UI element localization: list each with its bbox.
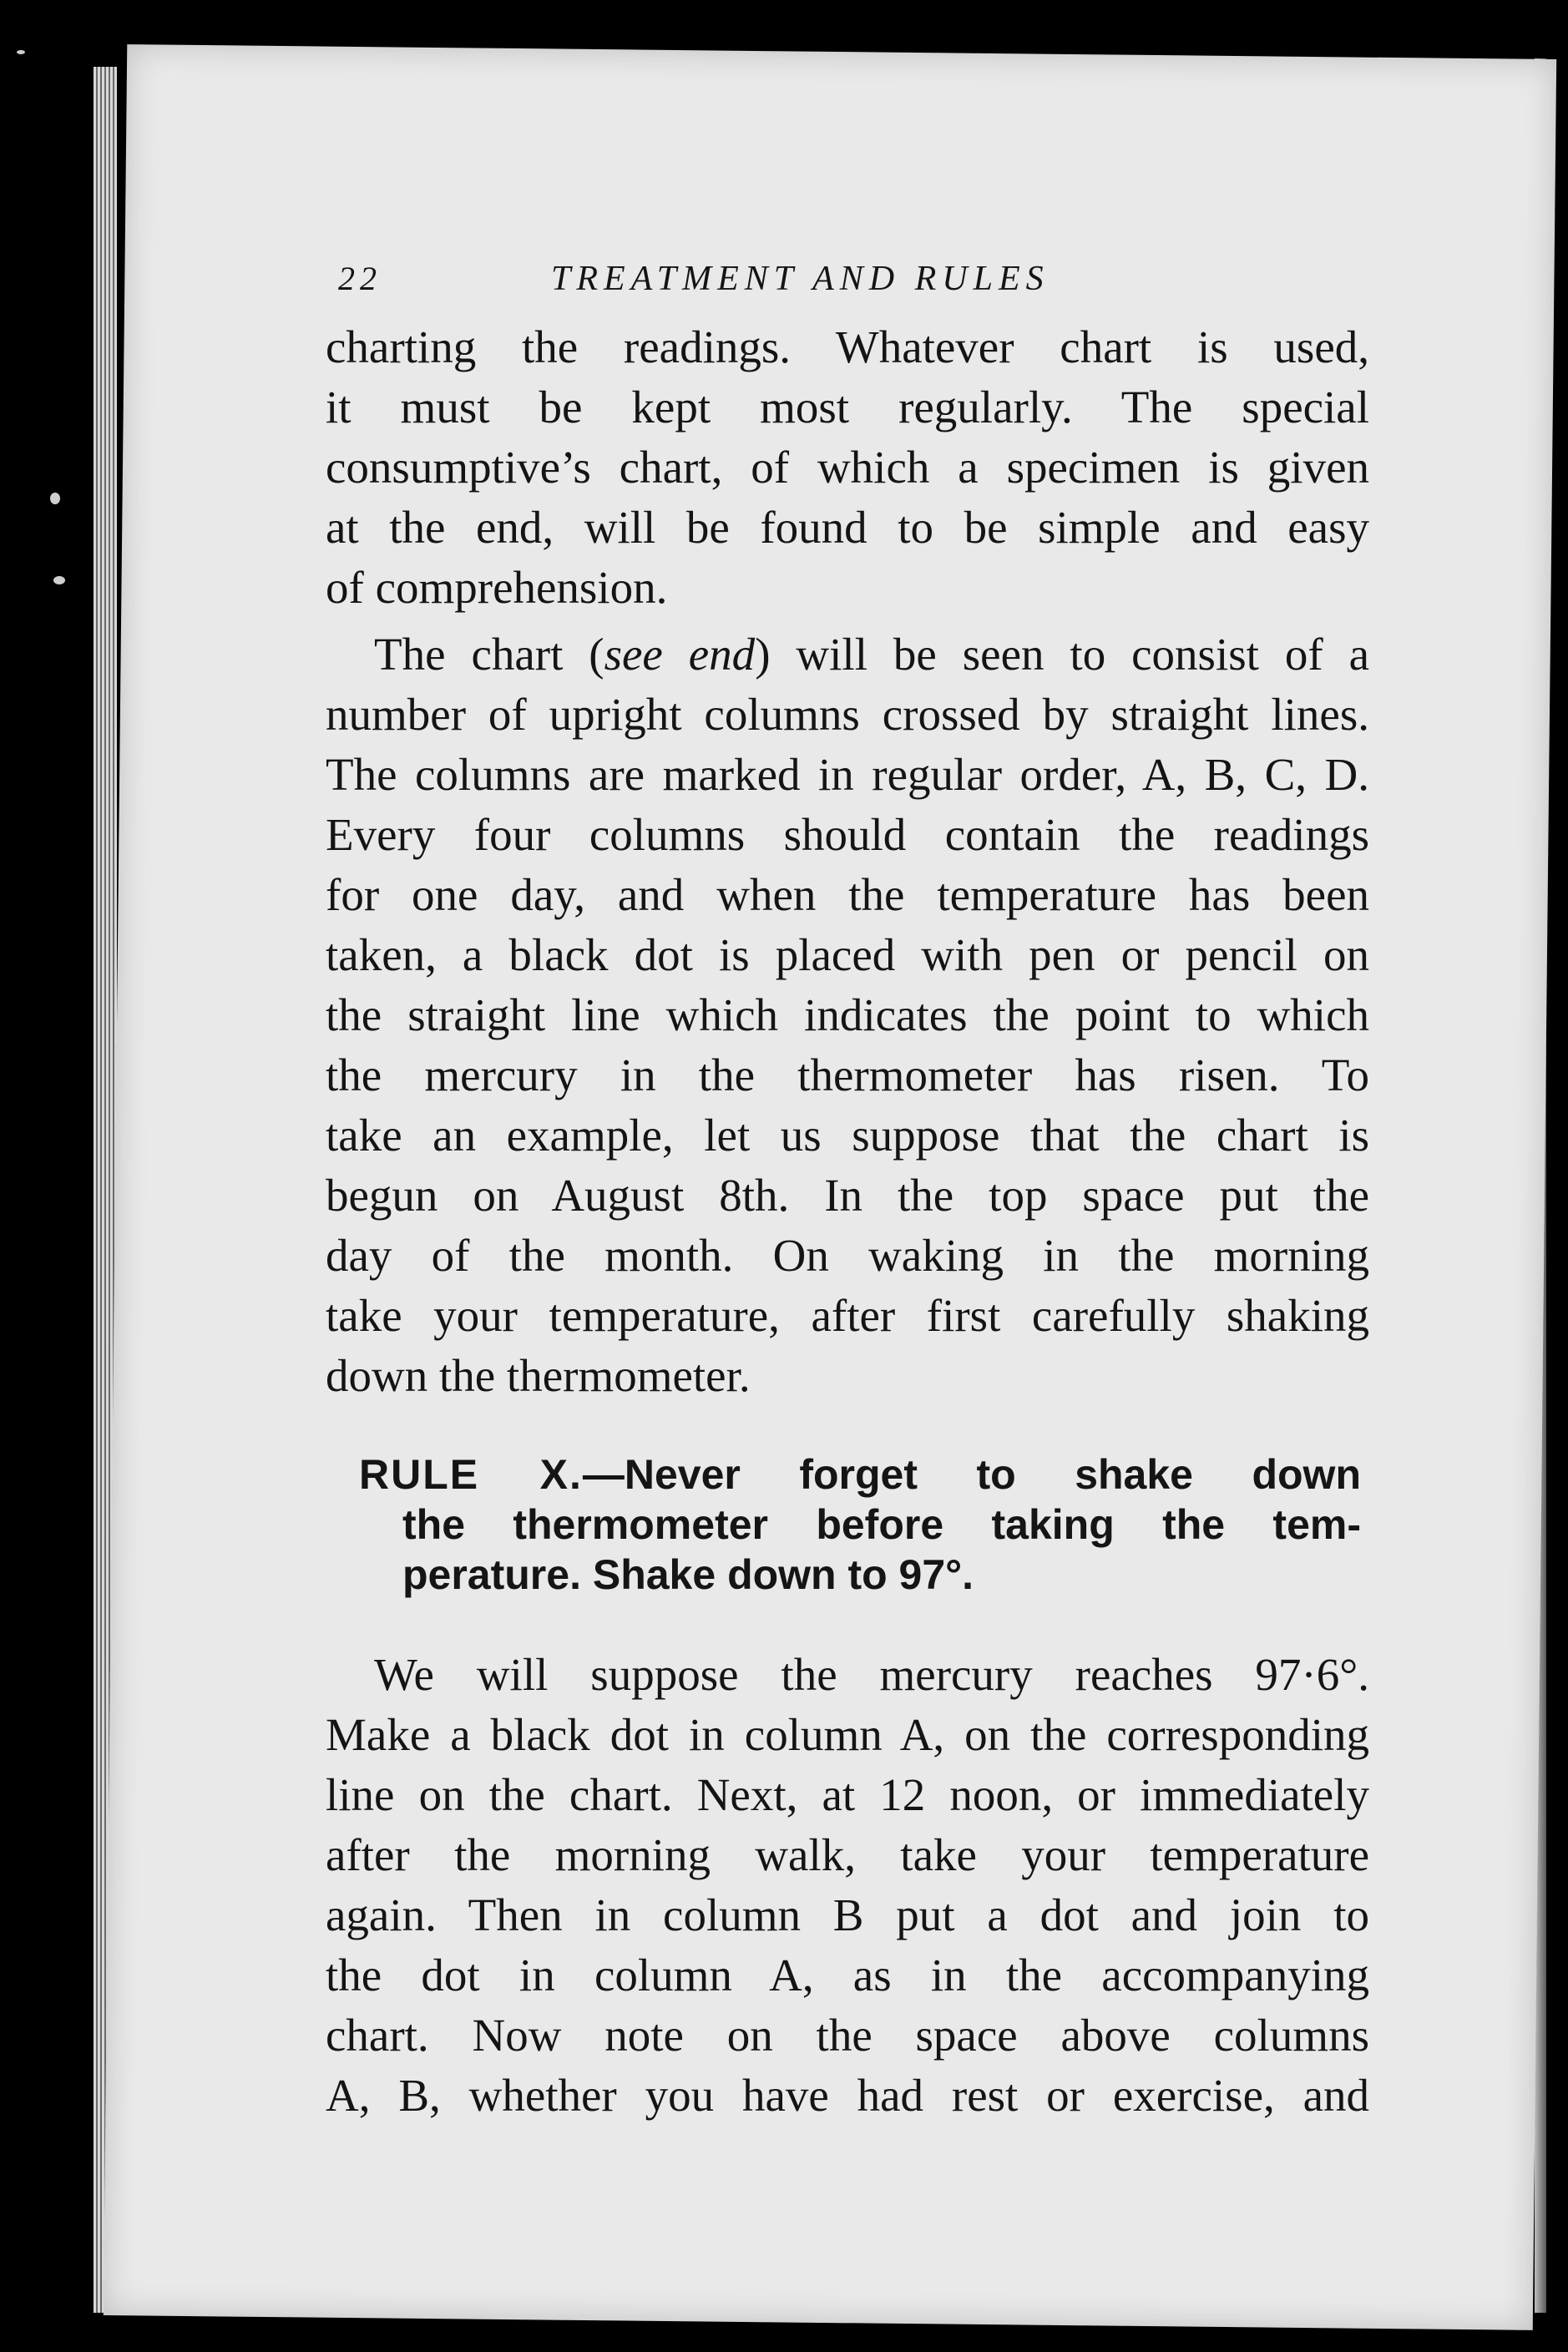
text-line: at the end, will be found to be simple and easy <box>326 502 1369 553</box>
rule-x-block <box>359 1449 1361 1600</box>
rule-label: RULE X. <box>359 1451 583 1498</box>
page-header <box>326 250 1369 317</box>
page-content <box>326 250 1369 2126</box>
rule-line <box>359 1449 1361 1500</box>
text-line: number of upright columns crossed by straight lines. <box>326 689 1369 740</box>
text-line: charting the readings. Whatever chart is used, <box>326 321 1369 372</box>
text-line: again. Then in column B put a dot and join to <box>326 1889 1369 1940</box>
text-line: consumptive’s chart, of which a specimen is given <box>326 442 1369 493</box>
paragraph-2 <box>326 625 1369 1406</box>
text-line: take your temperature, after first carefully shaking <box>326 1290 1369 1341</box>
scan-speck <box>50 493 60 504</box>
text-fragment: ) will be seen to consist of a <box>755 629 1369 680</box>
text-line: take an example, let us suppose that the chart is <box>326 1110 1369 1161</box>
text-line: the dot in column A, as in the accompanying <box>326 1950 1369 2000</box>
text-line: down the thermometer. <box>326 1350 751 1401</box>
scan-speck <box>17 50 25 54</box>
text-line: The columns are marked in regular order, A, B, C, D. <box>326 749 1369 800</box>
text-line: the mercury in the thermometer has risen. To <box>326 1050 1369 1100</box>
rule-line: perature. Shake down to 97°. <box>402 1551 974 1598</box>
scan-speck <box>53 576 65 584</box>
text-line: day of the month. On waking in the morning <box>326 1230 1369 1281</box>
page-number: 22 <box>338 260 382 297</box>
text-line: begun on August 8th. In the top space put the <box>326 1170 1369 1221</box>
text-line: for one day, and when the temperature has been <box>326 869 1369 920</box>
text-line: after the morning walk, take your temperature <box>326 1829 1369 1880</box>
text-line: the straight line which indicates the point to which <box>326 989 1369 1040</box>
paragraph-3 <box>326 1645 1369 2126</box>
rule-text: Never forget to shake down <box>624 1451 1361 1498</box>
text-fragment: The chart ( <box>374 629 604 680</box>
text-line: line on the chart. Next, at 12 noon, or immediately <box>326 1769 1369 1820</box>
running-title: TREATMENT AND RULES <box>551 260 1050 298</box>
text-line: taken, a black dot is placed with pen or pencil on <box>326 929 1369 980</box>
text-line <box>326 625 1369 685</box>
text-line: of comprehension. <box>326 562 668 613</box>
text-line: Make a black dot in column A, on the corresponding <box>326 1709 1369 1760</box>
text-line: chart. Now note on the space above columns <box>326 2010 1369 2061</box>
text-line: it must be kept most regularly. The special <box>326 382 1369 432</box>
paragraph-1 <box>326 317 1369 618</box>
rule-line: the thermometer before taking the tem- <box>402 1501 1361 1548</box>
text-line: A, B, whether you have had rest or exercise, and <box>326 2070 1369 2121</box>
text-line: Every four columns should contain the readings <box>326 809 1369 860</box>
rule-dash: — <box>582 1451 625 1498</box>
text-line: We will suppose the mercury reaches 97·6°. <box>374 1649 1369 1700</box>
italic-reference: see end <box>604 629 756 680</box>
